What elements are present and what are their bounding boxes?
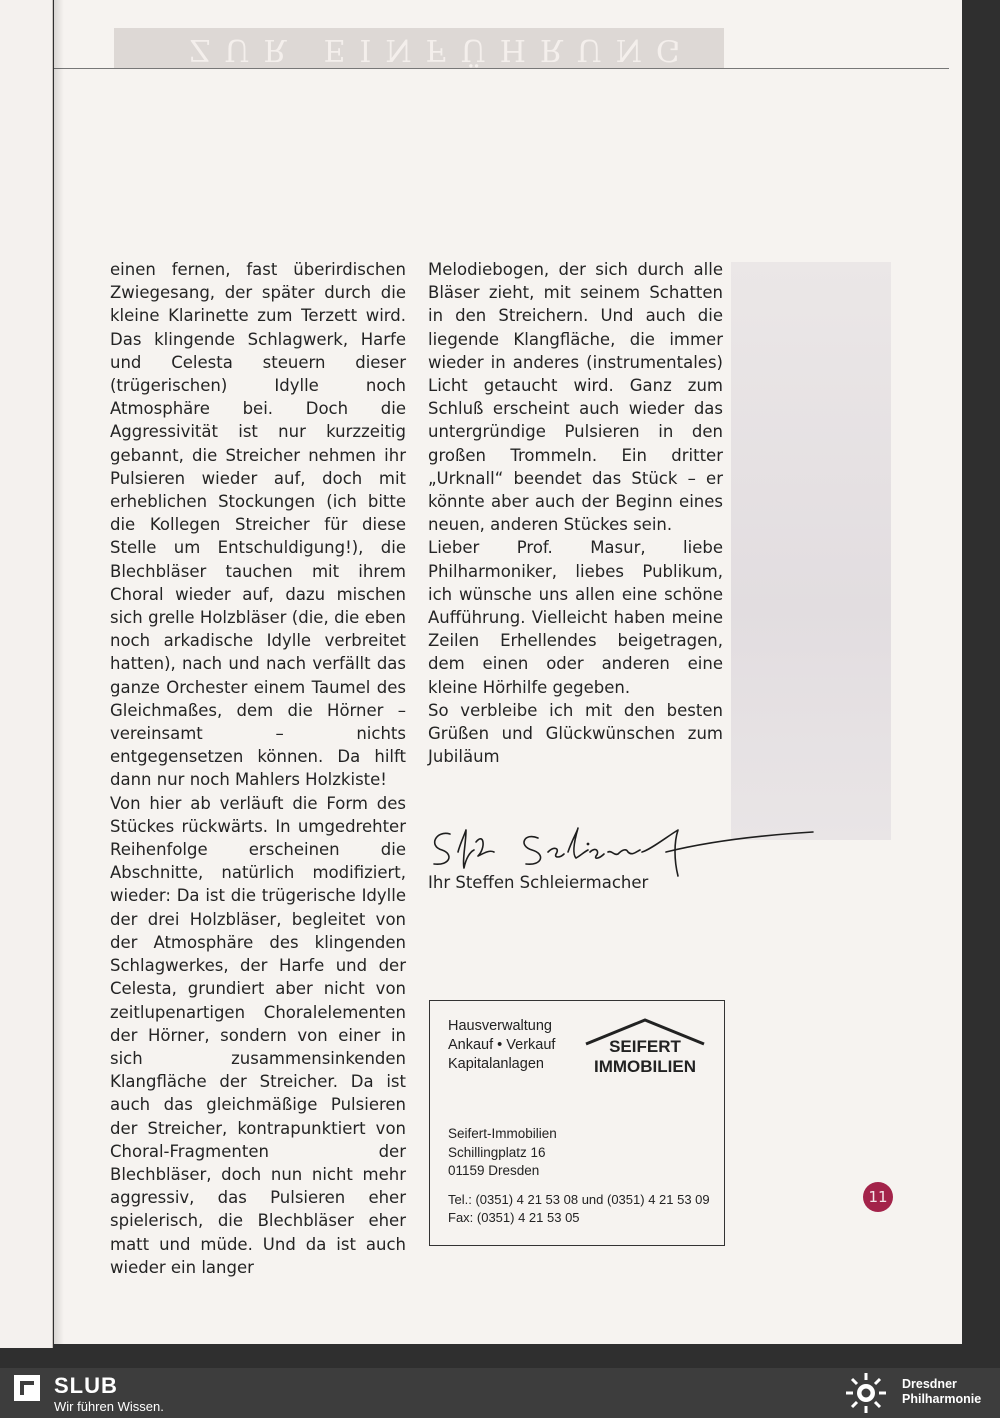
orchestra-name-line1: Dresdner — [902, 1377, 957, 1391]
ad-service: Ankauf • Verkauf — [448, 1037, 556, 1053]
ad-services — [448, 1017, 555, 1074]
ad-address-line: 01159 Dresden — [448, 1163, 540, 1178]
show-through-portrait — [731, 262, 891, 840]
paragraph: Melodiebogen, der sich durch alle Bläser zieht, mit seinem Schatten in den Streichern. Und auch die liegende Klangfläche, die immer wieder in anderes (instrumentales) Licht getaucht wird. Ganz zum Schluß erscheint auch wieder das untergründige Pulsieren in den großen Trommeln. Ein dritter „Urknall“ beendet das Stück – er könnte aber auch der Beginn eines neuen, anderen Stückes sein. — [428, 260, 723, 535]
page — [54, 0, 962, 1344]
page-number: 11 — [863, 1182, 893, 1212]
slub-logo-icon — [14, 1375, 40, 1401]
orchestra-name-line2: Philharmonie — [902, 1392, 982, 1406]
dresdner-philharmonie-logo-icon — [842, 1371, 890, 1415]
previous-page-edge — [0, 0, 53, 1348]
ad-service: Kapitalanlagen — [448, 1056, 544, 1072]
header-rule — [54, 68, 949, 69]
text-column-left — [110, 258, 406, 1279]
library-name: SLUB — [54, 1373, 118, 1398]
header-band — [114, 28, 724, 68]
advertisement-seifert-immobilien — [429, 1000, 725, 1246]
ad-brand — [580, 1037, 710, 1077]
gutter-shadow — [54, 0, 64, 1344]
orchestra-name — [902, 1377, 981, 1407]
handwritten-signature — [428, 822, 828, 877]
ad-tel: Tel.: (0351) 4 21 53 08 und (0351) 4 21 53 09 — [448, 1192, 710, 1207]
paragraph: Von hier ab verläuft die Form des Stückes rückwärts. In umgedrehter Reihenfolge erscheinen die Abschnitte, natürlich modifiziert, wieder: Da ist die trügerische Idylle der drei Holzbläser, begleitet von der Atmosphäre des klingenden Schlagwerkes, der Harfe und der Celesta, grundiert aber nicht von zeitlupenartigen Choralelementen der Hörner, sondern von einer in sich zusammensinkenden Klangfläche der Streicher. Da ist auch das gleichmäßige Pulsieren der Streicher, kontrapunktiert von Choral-Fragmenten der Blechbläser, doch nun nicht mehr aggressiv, das Pulsieren eher spielerisch, die Blechbläser eher matt und müde. Und da ist auch wieder ein langer — [110, 793, 406, 1277]
signature-name: Ihr Steffen Schleiermacher — [428, 873, 649, 892]
ad-contact — [448, 1191, 710, 1227]
ad-address-line: Seifert-Immobilien — [448, 1126, 557, 1141]
ad-brand-line: IMMOBILIEN — [594, 1057, 696, 1076]
ad-brand-line: SEIFERT — [609, 1037, 681, 1056]
library-tagline: Wir führen Wissen. — [54, 1399, 164, 1414]
paragraph: Lieber Prof. Masur, liebe Philharmoniker, liebes Publikum, ich wünsche uns allen eine schöne Aufführung. Vielleicht haben meine Zeilen Erhellendes beigetragen, dem einen oder anderen eine kleine Hörhilfe gegeben. — [428, 538, 723, 697]
paragraph: So verbleibe ich mit den besten Grüßen und Glückwünschen zum Jubiläum — [428, 700, 723, 767]
ad-fax: Fax: (0351) 4 21 53 05 — [448, 1210, 580, 1225]
footer-bar — [0, 1368, 1000, 1418]
ad-service: Hausverwaltung — [448, 1018, 552, 1034]
paragraph: einen fernen, fast überirdischen Zwiegesang, der später durch die kleine Klarinette zum Terzett wird. Das klingende Schlagwerk, Harfe und Celesta steuern dieser (trügerischen) Idylle noch Atmosphäre bei. Doch die Aggressivität ist nur kurzzeitig gebannt, die Streicher nehmen ihr Pulsieren wieder auf, doch mit erheblichen Stockungen (ich bitte die Kollegen Streicher für diese Stelle um Entschuldigung!), die Blechbläser tauchen mit ihrem Choral wieder auf, dazu mischen sich grelle Holzbläser (die, die eben noch arkadische Idylle verbreitet hatten), nach und nach verfällt das ganze Orchester einem Taumel des Gleichmaßes, dem die Hörner – vereinsamt – nichts entgegensetzen können. Da hilft dann nur noch Mahlers Holzkiste! — [110, 260, 406, 790]
text-column-right — [428, 258, 723, 768]
ad-address — [448, 1125, 557, 1181]
header-title: ZUR EINFÜHRUNG — [189, 32, 694, 67]
ad-address-line: Schillingplatz 16 — [448, 1144, 546, 1160]
